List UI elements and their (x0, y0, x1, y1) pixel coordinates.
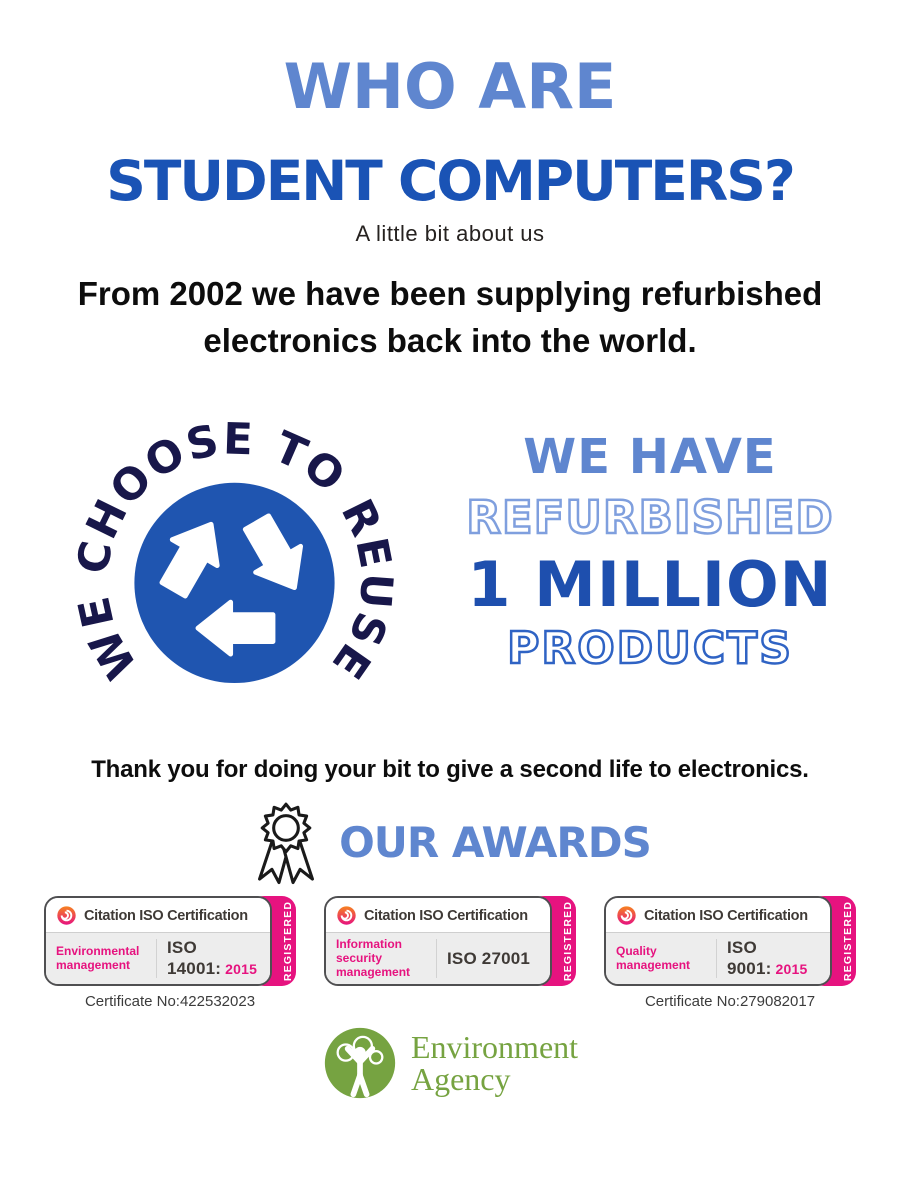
thank-you-line: Thank you for doing your bit to give a second life to electronics. (91, 756, 809, 784)
iso-badge-environmental (44, 896, 296, 1011)
mid-section (0, 375, 900, 728)
iso-bottom-1: 14001: (167, 958, 222, 978)
subtitle-about-us: A little bit about us (355, 221, 545, 246)
iso-card-body-2 (326, 933, 550, 984)
stat-products: PRODUCTS (507, 622, 793, 674)
iso-card-body-3 (606, 933, 830, 984)
iso-badge-card-3 (604, 896, 856, 986)
we-choose-to-reuse-badge (34, 375, 434, 728)
registered-label-3: REGISTERED (842, 901, 854, 982)
iso-badge-card-1 (44, 896, 296, 986)
iso-card-header-2 (326, 898, 550, 933)
environment-agency-name (410, 1028, 579, 1098)
environment-agency-logo-icon (322, 1025, 398, 1101)
iso-year-1: 2015 (225, 960, 258, 977)
citation-brand-text: Citation ISO Certification (364, 907, 528, 924)
citation-brand-text: Citation ISO Certification (84, 907, 248, 924)
iso-top-2: ISO 27001 (447, 948, 531, 968)
iso-category-2: Information security management (336, 937, 411, 979)
stat-one-million: 1 MILLION (467, 547, 833, 621)
iso-category-1: Environmental management (56, 943, 140, 972)
intro-line-1: From 2002 we have been supplying refurbished (77, 275, 823, 312)
iso-badges-row (0, 896, 900, 1011)
title-student-computers: STUDENT COMPUTERS? (106, 149, 794, 213)
iso-top-3: ISO (727, 938, 757, 958)
certificate-number-3: Certificate No:279082017 (644, 993, 816, 1011)
iso-card-3 (604, 896, 832, 986)
citation-logo-icon (56, 905, 77, 926)
stats-block (434, 429, 866, 674)
ea-name-line-1: Environment (410, 1028, 579, 1065)
citation-logo-icon (616, 905, 637, 926)
registered-label-1: REGISTERED (282, 901, 294, 982)
title-who-are: WHO ARE (283, 50, 617, 123)
stat-refurbished: REFURBISHED (466, 490, 834, 544)
citation-logo-icon (336, 905, 357, 926)
reuse-arc-text: WE CHOOSE TO REUSE (67, 414, 401, 689)
iso-number-1 (157, 933, 270, 984)
certificate-number-2 (324, 993, 576, 1011)
iso-badge-card-2 (324, 896, 576, 986)
iso-card-2 (324, 896, 552, 986)
intro-paragraph (0, 271, 900, 365)
environment-agency-footer (0, 1025, 900, 1101)
iso-card-1 (44, 896, 272, 986)
awards-heading: OUR AWARDS (339, 817, 651, 867)
iso-top-1: ISO (167, 938, 197, 958)
intro-line-2: electronics back into the world. (203, 321, 697, 359)
award-ribbon-icon (249, 798, 323, 886)
registered-label-2: REGISTERED (562, 901, 574, 982)
citation-brand-text: Citation ISO Certification (644, 907, 808, 924)
iso-badge-quality (604, 896, 856, 1011)
iso-bottom-row-1 (167, 959, 270, 979)
iso-badge-infosec (324, 896, 576, 1011)
iso-number-2 (437, 933, 550, 984)
stat-we-have: WE HAVE (523, 428, 777, 485)
iso-number-3 (717, 933, 830, 984)
iso-card-body-1 (46, 933, 270, 984)
reuse-badge-graphic (42, 375, 427, 723)
iso-category-3: Quality management (616, 943, 691, 972)
iso-card-header-1 (46, 898, 270, 933)
iso-bottom-3: 9001: (727, 958, 772, 978)
awards-header (0, 798, 900, 886)
iso-bottom-row-3 (727, 959, 830, 979)
iso-card-header-3 (606, 898, 830, 933)
ea-name-line-2: Agency (410, 1061, 511, 1098)
certificate-number-1: Certificate No:422532023 (84, 993, 256, 1011)
iso-year-3: 2015 (775, 960, 808, 977)
